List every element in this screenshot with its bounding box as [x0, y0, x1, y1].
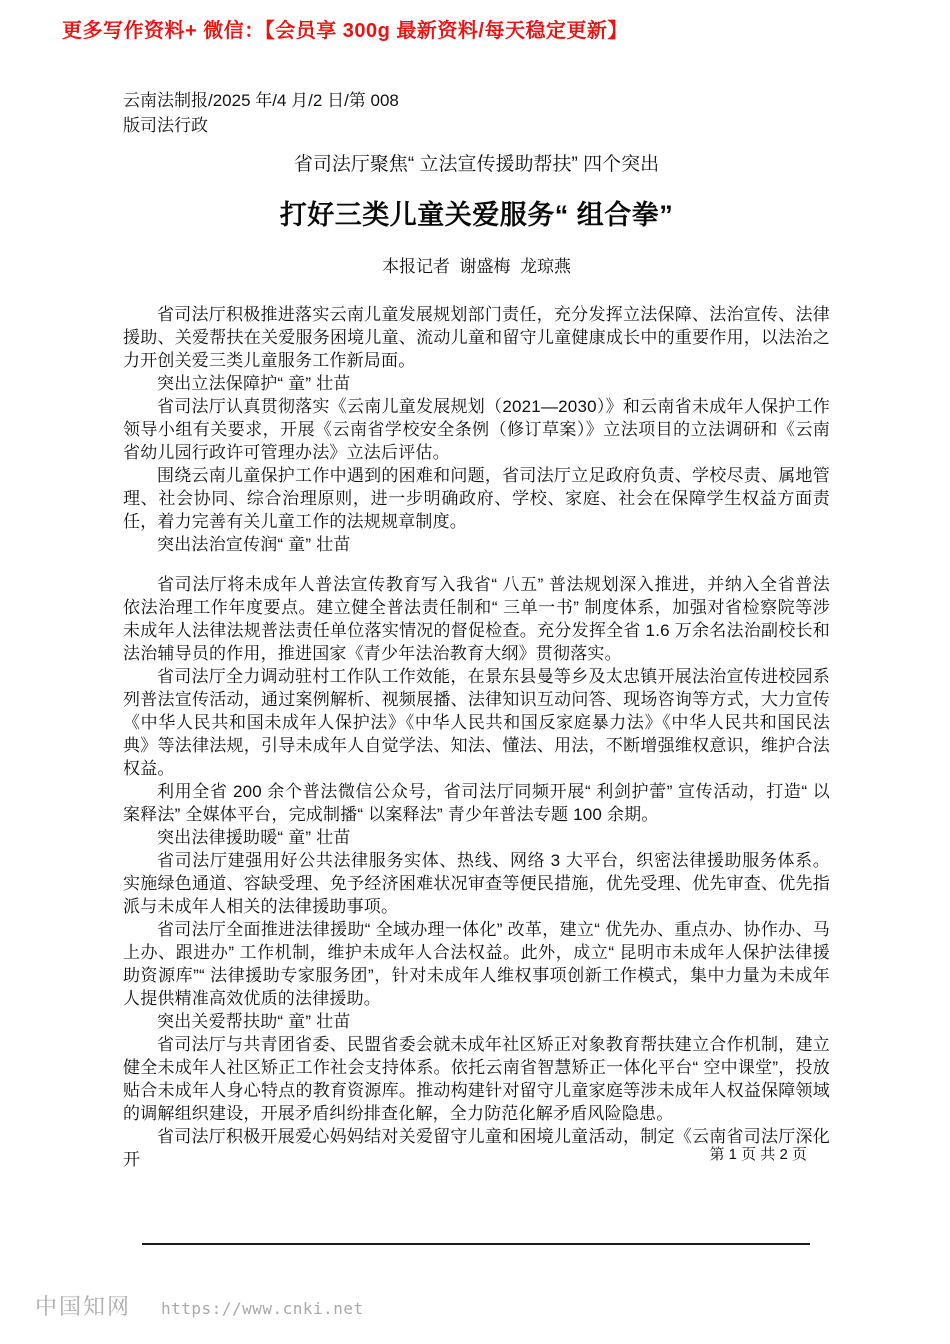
article-byline: 本报记者 谢盛梅 龙琼燕	[382, 257, 571, 276]
article-content	[123, 88, 830, 1171]
source-header	[123, 88, 830, 138]
article-paragraph: 省司法厅全力调动驻村工作队工作效能，在景东县曼等乡及太忠镇开展法治宣传进校园系列普法宣传活动，通过案例解析、视频展播、法律知识互动问答、现场咨询等方式，大力宣传《中华人民共和国未成年人保护法》《中华人民共和国反家庭暴力法》《中华人民共和国民法典》等法律法规，引导未成年人自觉学法、知法、懂法、用法，不断增强维权意识，维护合法权益。	[123, 667, 830, 778]
article-paragraph: 利用全省 200 余个普法微信公众号，省司法厅同频开展“ 利剑护蕾” 宣传活动，打造“ 以案释法” 全媒体平台，完成制播“ 以案释法” 青少年普法专题 100 余期。	[123, 782, 830, 824]
article-paragraph: 省司法厅认真贯彻落实《云南儿童发展规划（2021—2030）》和云南省未成年人保护工作领导小组有关要求，开展《云南省学校安全条例（修订草案）》立法项目的立法调研和《云南省幼儿园行政许可管理办法》立法后评估。	[123, 397, 830, 462]
article-paragraph: 突出立法保障护“ 童” 壮苗	[157, 374, 351, 393]
article-paragraph: 省司法厅建强用好公共法律服务实体、热线、网络 3 大平台，织密法律援助服务体系。实施绿色通道、容缺受理、免予经济困难状况审查等便民措施，优先受理、优先审查、优先指派与未成年人相关的法律援助事项。	[123, 851, 830, 916]
article-paragraph: 省司法厅与共青团省委、民盟省委会就未成年社区矫正对象教育帮扶建立合作机制，建立健全未成年人社区矫正工作社会支持体系。依托云南省智慧矫正一体化平台“ 空中课堂”，投放贴合未成年人身心特点的教育资源库。推动构建针对留守儿童家庭等涉未成年人权益保障领域的调解组织建设，开展矛盾纠纷排查化解，全力防范化解矛盾风险隐患。	[123, 1035, 830, 1123]
footer-divider-line	[142, 1243, 810, 1245]
page-number-indicator: 第 1 页 共 2 页	[709, 1146, 807, 1163]
article-body	[123, 303, 830, 1171]
cnki-watermark	[35, 1290, 364, 1321]
publication-date-line: 云南法制报/2025 年/4 月/2 日/第 008	[123, 91, 399, 110]
article-paragraph: 突出法治宣传润“ 童” 壮苗	[157, 535, 351, 554]
cnki-site-url: https://www.cnki.net	[161, 1299, 364, 1318]
edition-section-line: 版司法行政	[123, 116, 208, 135]
promo-banner-text: 更多写作资料+ 微信：【会员享 300g 最新资料/每天稳定更新】	[62, 20, 628, 42]
article-paragraph: 省司法厅积极开展爱心妈妈结对关爱留守儿童和困境儿童活动，制定《云南省司法厅深化开	[123, 1127, 830, 1169]
article-paragraph: 围绕云南儿童保护工作中遇到的困难和问题，省司法厅立足政府负责、学校尽责、属地管理、社会协同、综合治理原则，进一步明确政府、学校、家庭、社会在保障学生权益方面责任，着力完善有关儿童工作的法规规章制度。	[123, 466, 830, 531]
article-paragraph: 突出关爱帮扶助“ 童” 壮苗	[157, 1012, 351, 1031]
article-paragraph: 省司法厅积极推进落实云南儿童发展规划部门责任，充分发挥立法保障、法治宣传、法律援助、关爱帮扶在关爱服务困境儿童、流动儿童和留守儿童健康成长中的重要作用，以法治之力开创关爱三类儿童服务工作新局面。	[123, 305, 830, 370]
article-title: 打好三类儿童关爱服务“ 组合拳”	[279, 200, 674, 230]
article-paragraph: 省司法厅将未成年人普法宣传教育写入我省“ 八五” 普法规划深入推进，并纳入全省普法依法治理工作年度要点。建立健全普法责任制和“ 三单一书” 制度体系，加强对省检察院等涉未成年人法律法规普法责任单位落实情况的督促检查。充分发挥全省 1.6 万余名法治副校长和法治辅导员的作用，推进国家《青少年法治教育大纲》贯彻落实。	[123, 575, 830, 663]
cnki-site-name: 中国知网	[35, 1294, 132, 1319]
article-kicker: 省司法厅聚焦“ 立法宣传援助帮扶” 四个突出	[293, 154, 660, 175]
article-paragraph: 突出法律援助暖“ 童” 壮苗	[157, 828, 351, 847]
article-paragraph: 省司法厅全面推进法律援助“ 全域办理一体化” 改革，建立“ 优先办、重点办、协作办、马上办、跟进办” 工作机制，维护未成年人合法权益。此外，成立“ 昆明市未成年人保护法律援助资源库”“ 法律援助专家服务团”，针对未成年人维权事项创新工作模式，集中力量为未成年人提供精准高效优质的法律援助。	[123, 920, 830, 1008]
